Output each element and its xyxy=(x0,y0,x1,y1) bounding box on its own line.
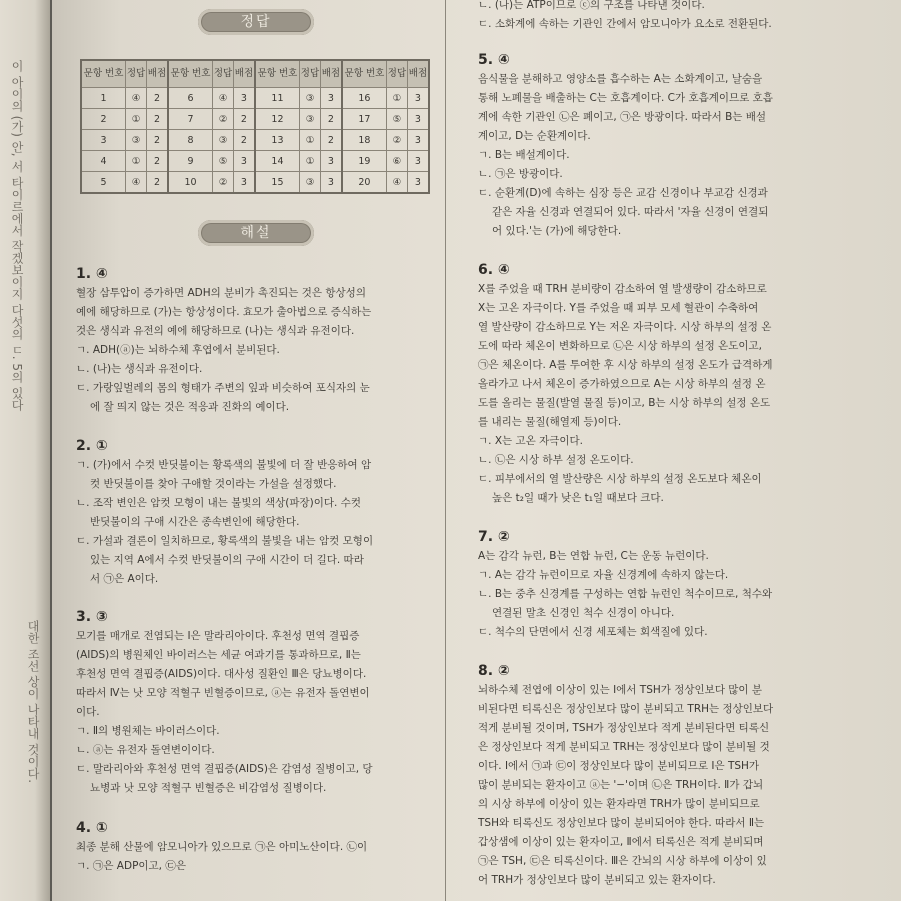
explanation-line: 혈장 삼투압이 증가하면 ADH의 분비가 촉진되는 것은 항상성의 xyxy=(76,287,366,299)
left-explanations xyxy=(76,266,436,876)
previous-page-text-lower: 대한 조선 상이 나타내 것이다. xyxy=(26,620,40,784)
question-number-cell: 16 xyxy=(342,88,387,109)
explanation-line: TSH와 티록신도 정상인보다 많이 분비되어야 한다. 따라서 Ⅱ는 xyxy=(478,817,765,829)
answer-table-header-cell: 문항 번호 xyxy=(342,60,387,88)
question-number-cell: 14 xyxy=(255,151,300,172)
previous-page-text: 이 아이의 (가) 안, 서 타이르에서 작겠보이지 다섯의 ㄷ. 5의 있다 xyxy=(10,60,24,411)
answer-table-header-cell: 정답 xyxy=(300,60,321,88)
score-cell: 2 xyxy=(147,88,168,109)
explanation-item xyxy=(76,609,436,798)
answer-cell: ① xyxy=(300,151,321,172)
explanation-line: ㄷ. 가랑잎벌레의 몸의 형태가 주변의 잎과 비슷하여 포식자의 눈 xyxy=(76,382,370,394)
question-number-cell: 20 xyxy=(342,172,387,194)
explanation-line: 많이 분비되는 환자이고 ⓐ는 '−'이며 ㉡은 TRH이다. Ⅱ가 갑뇌 xyxy=(478,779,764,791)
answer-cell: ② xyxy=(386,130,407,151)
score-cell: 3 xyxy=(233,172,254,194)
score-cell: 3 xyxy=(320,88,341,109)
explanation-line: ㄴ. ⓐ는 유전자 돌연변이이다. xyxy=(76,744,215,756)
question-number-cell: 4 xyxy=(81,151,126,172)
explanation-line: ㄷ. 척수의 단면에서 신경 세포체는 회색질에 있다. xyxy=(478,626,708,638)
answer-table-header-cell: 문항 번호 xyxy=(81,60,126,88)
answer-cell: ⑤ xyxy=(213,151,234,172)
explanation-line: 최종 분해 산물에 암모니아가 있으므로 ㉠은 아미노산이다. ㉡이 xyxy=(76,841,368,853)
question-number-answer: 5. ④ xyxy=(478,52,510,68)
explanation-line: 열 발산량이 감소하므로 Y는 저온 자극이다. 시상 하부의 설정 온 xyxy=(478,321,772,333)
left-column xyxy=(76,0,436,876)
explanation-line: ㄴ. (나)는 ATP이므로 ⓒ의 구조를 나타낸 것이다. xyxy=(478,0,705,11)
right-explanations xyxy=(478,52,868,890)
answer-cell: ④ xyxy=(126,172,147,194)
explanation-line: A는 감각 뉴런, B는 연합 뉴런, C는 운동 뉴런이다. xyxy=(478,550,709,562)
answer-table-header-cell: 배점 xyxy=(320,60,341,88)
explanation-line: 올라가고 나서 체온이 증가하였으므로 A는 시상 하부의 설정 온 xyxy=(478,378,766,390)
explanation-line: ㄱ. X는 고온 자극이다. xyxy=(478,435,584,447)
question-number-cell: 19 xyxy=(342,151,387,172)
score-cell: 2 xyxy=(233,130,254,151)
score-cell: 3 xyxy=(407,172,429,194)
explanation-line: X는 고온 자극이다. Y를 주었을 때 피부 모세 혈관이 수축하여 xyxy=(478,302,759,314)
question-number-cell: 13 xyxy=(255,130,300,151)
explanation-line: 뇌하수체 전엽에 이상이 있는 Ⅰ에서 TSH가 정상인보다 많이 분 xyxy=(478,684,763,696)
answer-table-header-cell: 배점 xyxy=(233,60,254,88)
answer-table-row xyxy=(81,88,429,109)
score-cell: 2 xyxy=(147,172,168,194)
explanation-line: ㉠은 체온이다. A를 투여한 후 시상 하부의 설정 온도가 급격하게 xyxy=(478,359,773,371)
explanation-line: 서 ㉠은 A이다. xyxy=(90,573,159,585)
question-number-cell: 15 xyxy=(255,172,300,194)
explanation-line: 계에 속한 기관인 ㉡은 폐이고, ㉠은 방광이다. 따라서 B는 배설 xyxy=(478,111,767,123)
question-number-cell: 18 xyxy=(342,130,387,151)
explanation-line: ㄷ. 순환계(D)에 속하는 심장 등은 교감 신경이나 부교감 신경과 xyxy=(478,187,768,199)
explanation-line: 모기를 매개로 전염되는 Ⅰ은 말라리아이다. 후천성 면역 결핍증 xyxy=(76,630,360,642)
question-number-cell: 12 xyxy=(255,109,300,130)
explanation-line: 적게 분비될 것이며, TSH가 정상인보다 적게 분비된다면 티록신 xyxy=(478,722,770,734)
question-number-answer: 6. ④ xyxy=(478,262,510,278)
explanation-line: ㄴ. B는 중추 신경계를 구성하는 연합 뉴런인 척수이므로, 척수와 xyxy=(478,588,773,600)
score-cell: 3 xyxy=(233,88,254,109)
answer-table-row xyxy=(81,151,429,172)
explanation-line: (AIDS)의 병원체인 바이러스는 세균 여과기를 통과하므로, Ⅱ는 xyxy=(76,649,361,661)
explanation-line: ㄷ. 가설과 결론이 일치하므로, 황록색의 불빛을 내는 암컷 모형이 xyxy=(76,535,374,547)
explanation-line: 컷 반딧불이를 찾아 구애할 것이라는 가설을 설정했다. xyxy=(90,478,337,490)
explanation-item xyxy=(478,262,868,508)
answer-table-header-cell: 배점 xyxy=(407,60,429,88)
score-cell: 3 xyxy=(407,151,429,172)
explanation-line: 높은 t₂일 때가 낮은 t₁일 때보다 크다. xyxy=(492,492,664,504)
explanation-line: 비된다면 티록신은 정상인보다 많이 분비되고 TRH는 정상인보다 xyxy=(478,703,774,715)
score-cell: 3 xyxy=(407,130,429,151)
answer-cell: ③ xyxy=(300,109,321,130)
right-column xyxy=(478,0,868,890)
explanation-line: 이다. xyxy=(76,706,100,718)
answer-cell: ⑥ xyxy=(386,151,407,172)
explanation-item xyxy=(478,52,868,241)
answer-cell: ① xyxy=(126,109,147,130)
score-cell: 3 xyxy=(233,151,254,172)
explanation-line: ㄱ. ADH(ⓐ)는 뇌하수체 후엽에서 분비된다. xyxy=(76,344,280,356)
answer-cell: ② xyxy=(213,172,234,194)
answer-cell: ④ xyxy=(213,88,234,109)
question-number-cell: 10 xyxy=(168,172,213,194)
explanation-line: 반딧불이의 구애 시간은 종속변인에 해당한다. xyxy=(90,516,300,528)
question-number-answer: 2. ① xyxy=(76,438,108,454)
question-number-cell: 9 xyxy=(168,151,213,172)
explanation-line: ㄱ. A는 감각 뉴런이므로 자율 신경계에 속하지 않는다. xyxy=(478,569,729,581)
question-number-cell: 6 xyxy=(168,88,213,109)
answer-table-header-cell: 배점 xyxy=(147,60,168,88)
answer-page xyxy=(52,0,901,901)
explanation-line: 따라서 Ⅳ는 낫 모양 적혈구 빈혈증이므로, ⓐ는 유전자 돌연변이 xyxy=(76,687,370,699)
answer-table xyxy=(80,59,430,194)
score-cell: 3 xyxy=(407,88,429,109)
question-number-answer: 3. ③ xyxy=(76,609,108,625)
column-divider xyxy=(445,0,446,901)
explanation-item xyxy=(76,266,436,417)
answer-table-header-cell: 정답 xyxy=(126,60,147,88)
score-cell: 3 xyxy=(320,151,341,172)
answer-cell: ⑤ xyxy=(386,109,407,130)
explanation-item xyxy=(76,820,436,876)
answer-table-header-cell: 정답 xyxy=(386,60,407,88)
score-cell: 2 xyxy=(147,109,168,130)
explanation-line: 통해 노폐물을 배출하는 C는 호흡계이다. C가 호흡계이므로 호흡 xyxy=(478,92,773,104)
answer-cell: ③ xyxy=(213,130,234,151)
answer-cell: ① xyxy=(386,88,407,109)
answer-cell: ② xyxy=(213,109,234,130)
previous-page-edge xyxy=(0,0,50,901)
explanation-line: 연결된 말초 신경인 척수 신경이 아니다. xyxy=(492,607,675,619)
explanation-line: 있는 지역 A에서 수컷 반딧불이의 구애 시간이 더 길다. 따라 xyxy=(90,554,364,566)
explanation-line: ㉠은 TSH, ㉢은 티록신이다. Ⅲ은 간뇌의 시상 하부에 이상이 있 xyxy=(478,855,767,867)
question-number-answer: 4. ① xyxy=(76,820,108,836)
question-number-cell: 1 xyxy=(81,88,126,109)
answer-cell: ③ xyxy=(300,172,321,194)
question-number-answer: 7. ② xyxy=(478,529,510,545)
explanation-line: ㄱ. Ⅱ의 병원체는 바이러스이다. xyxy=(76,725,220,737)
explanation-line: 도에 따라 체온이 변화하므로 ㉡은 시상 하부의 설정 온도이고, xyxy=(478,340,762,352)
explanation-line: ㄷ. 소화계에 속하는 기관인 간에서 암모니아가 요소로 전환된다. xyxy=(478,18,772,30)
explanation-heading: 해설 xyxy=(198,220,314,246)
question-number-cell: 8 xyxy=(168,130,213,151)
explanation-line: 어 있다.'는 (가)에 해당한다. xyxy=(492,225,622,237)
score-cell: 2 xyxy=(147,130,168,151)
explanation-line: ㄴ. ㉠은 방광이다. xyxy=(478,168,563,180)
score-cell: 2 xyxy=(320,109,341,130)
explanation-line: 계이고, D는 순환계이다. xyxy=(478,130,591,142)
answer-table-header-cell: 문항 번호 xyxy=(255,60,300,88)
answer-cell: ③ xyxy=(126,130,147,151)
score-cell: 2 xyxy=(147,151,168,172)
explanation-item xyxy=(478,663,868,890)
explanation-line: ㄷ. 말라리아와 후천성 면역 결핍증(AIDS)은 감염성 질병이고, 당 xyxy=(76,763,373,775)
explanation-line: ㄴ. 조작 변인은 암컷 모형이 내는 불빛의 색상(파장)이다. 수컷 xyxy=(76,497,362,509)
explanation-line: ㄷ. 피부에서의 열 발산량은 시상 하부의 설정 온도보다 체온이 xyxy=(478,473,762,485)
explanation-line: 어 TRH가 정상인보다 많이 분비되고 있는 환자이다. xyxy=(478,874,716,886)
question-number-cell: 11 xyxy=(255,88,300,109)
score-cell: 2 xyxy=(320,130,341,151)
explanation-line: 의 시상 하부에 이상이 있는 환자라면 TRH가 많이 분비되므로 xyxy=(478,798,760,810)
explanation-line: ㄴ. (나)는 생식과 유전이다. xyxy=(76,363,203,375)
answer-cell: ① xyxy=(126,151,147,172)
explanation-line: 도를 올리는 물질(발열 물질 등)이고, B는 시상 하부의 설정 온도 xyxy=(478,397,771,409)
answer-cell: ④ xyxy=(126,88,147,109)
answer-table-header-cell: 정답 xyxy=(213,60,234,88)
explanation-line: 후천성 면역 결핍증(AIDS)이다. 대사성 질환인 Ⅲ은 당뇨병이다. xyxy=(76,668,367,680)
explanation-line: ㄱ. ㉠은 ADP이고, ㉢은 xyxy=(76,860,187,872)
answer-heading: 정답 xyxy=(198,9,314,35)
answer-cell: ④ xyxy=(386,172,407,194)
explanation-line: 예에 해당하므로 (가)는 항상성이다. 효모가 출아법으로 증식하는 xyxy=(76,306,372,318)
explanation-line: 갑상샘에 이상이 있는 환자이고, Ⅱ에서 티록신은 적게 분비되며 xyxy=(478,836,764,848)
explanation-line: 것은 생식과 유전의 예에 해당하므로 (나)는 생식과 유전이다. xyxy=(76,325,355,337)
question-number-cell: 2 xyxy=(81,109,126,130)
continued-explanation xyxy=(478,0,868,34)
answer-table-header xyxy=(81,60,429,88)
score-cell: 2 xyxy=(233,109,254,130)
explanation-line: 뇨병과 낫 모양 적혈구 빈혈증은 비감염성 질병이다. xyxy=(90,782,327,794)
score-cell: 3 xyxy=(320,172,341,194)
score-cell: 3 xyxy=(407,109,429,130)
question-number-answer: 8. ② xyxy=(478,663,510,679)
explanation-line: ㄴ. ㉡은 시상 하부 설정 온도이다. xyxy=(478,454,634,466)
explanation-line: 를 내리는 물질(해열제 등)이다. xyxy=(478,416,622,428)
question-number-cell: 7 xyxy=(168,109,213,130)
explanation-line: 같은 자율 신경과 연결되어 있다. 따라서 '자율 신경이 연결되 xyxy=(492,206,769,218)
answer-cell: ① xyxy=(300,130,321,151)
explanation-line: 은 정상인보다 적게 분비되고 TRH는 정상인보다 많이 분비될 것 xyxy=(478,741,770,753)
answer-table-row xyxy=(81,130,429,151)
question-number-cell: 17 xyxy=(342,109,387,130)
explanation-line: 음식물을 분해하고 영양소를 흡수하는 A는 소화계이고, 날숨을 xyxy=(478,73,763,85)
question-number-answer: 1. ④ xyxy=(76,266,108,282)
question-number-cell: 5 xyxy=(81,172,126,194)
explanation-line: ㄱ. B는 배설계이다. xyxy=(478,149,570,161)
explanation-line: X를 주었을 때 TRH 분비량이 감소하여 열 발생량이 감소하므로 xyxy=(478,283,767,295)
answer-table-row xyxy=(81,109,429,130)
explanation-line: ㄱ. (가)에서 수컷 반딧불이는 황록색의 불빛에 더 잘 반응하여 암 xyxy=(76,459,372,471)
explanation-line: 에 잘 띄지 않는 것은 적응과 진화의 예이다. xyxy=(90,401,290,413)
explanation-item xyxy=(76,438,436,589)
answer-table-row xyxy=(81,172,429,194)
explanation-line: 이다. Ⅰ에서 ㉠과 ㉢이 정상인보다 많이 분비되므로 Ⅰ은 TSH가 xyxy=(478,760,760,772)
answer-cell: ③ xyxy=(300,88,321,109)
question-number-cell: 3 xyxy=(81,130,126,151)
answer-table-header-cell: 문항 번호 xyxy=(168,60,213,88)
explanation-item xyxy=(478,529,868,642)
